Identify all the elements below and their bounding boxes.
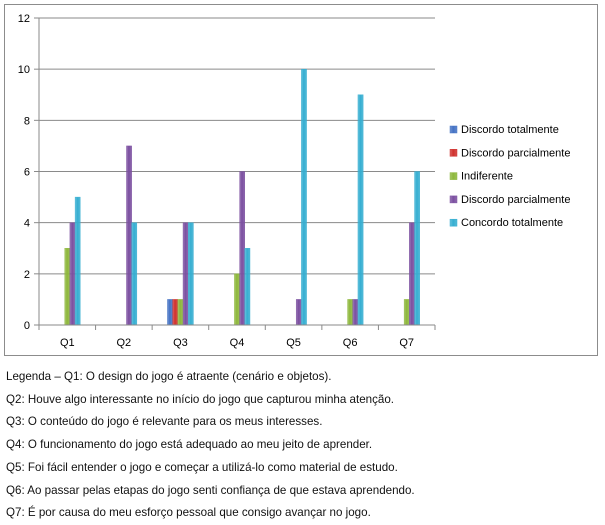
- legend-swatch: [450, 126, 457, 133]
- bar: [173, 299, 178, 325]
- bar: [65, 248, 70, 325]
- y-tick-label: 0: [23, 320, 30, 332]
- bar: [234, 274, 239, 325]
- caption-q2: Q2: Houve algo interessante no início do jogo que capturou minha atenção.: [6, 392, 395, 406]
- bar: [404, 299, 409, 325]
- bar: [132, 223, 137, 325]
- legend-swatch: [450, 196, 457, 203]
- legend-label: Discordo parcialmente: [461, 147, 571, 160]
- x-tick-label: Q1: [59, 337, 75, 349]
- bar-chart: [5, 5, 599, 357]
- caption-block: [6, 366, 596, 525]
- legend-label: Discordo parcialmente: [461, 193, 571, 206]
- legend-swatch: [450, 219, 457, 226]
- x-tick-label: Q2: [116, 337, 132, 349]
- bar: [188, 223, 193, 325]
- bar: [301, 69, 306, 325]
- bar: [415, 172, 420, 326]
- bar: [296, 299, 301, 325]
- bar: [167, 299, 172, 325]
- bar: [353, 299, 358, 325]
- gridlines: [39, 18, 435, 274]
- y-tick-label: 2: [23, 268, 30, 281]
- y-tick-label: 10: [17, 64, 30, 77]
- caption-q7: Q7: É por causa do meu esforço pessoal que consigo avançar no jogo.: [6, 506, 371, 520]
- bar: [240, 172, 245, 326]
- x-tick-label: Q4: [229, 337, 245, 349]
- legend-label: Concordo totalmente: [461, 217, 564, 230]
- bars: [65, 69, 420, 325]
- caption-q4: Q4: O funcionamento do jogo está adequado ao meu jeito de aprender.: [6, 438, 373, 452]
- bar: [183, 223, 188, 325]
- bar: [70, 223, 75, 325]
- bar: [178, 299, 183, 325]
- y-tick-label: 6: [23, 166, 30, 179]
- x-tick-label: Q6: [342, 337, 358, 349]
- caption-q6: Q6: Ao passar pelas etapas do jogo senti confiança de que estava aprendendo.: [6, 483, 415, 497]
- x-tick-label: Q5: [286, 337, 301, 349]
- x-tick-label: Q7: [399, 337, 415, 349]
- y-tick-label: 8: [23, 115, 30, 128]
- legend-label: Discordo totalmente: [461, 124, 559, 136]
- bar: [409, 223, 414, 325]
- caption-q1: Legenda – Q1: O design do jogo é atraente (cenário e objetos).: [6, 370, 332, 383]
- x-tick-label: Q3: [173, 337, 188, 349]
- bar: [348, 299, 353, 325]
- legend-label: Indiferente: [461, 170, 513, 183]
- caption-q5: Q5: Foi fácil entender o jogo e começar a utilizá-lo como material de estudo.: [6, 460, 398, 474]
- legend-swatch: [450, 149, 457, 156]
- caption-q3: Q3: O conteúdo do jogo é relevante para os meus interesses.: [6, 415, 323, 429]
- bar: [358, 95, 363, 325]
- legend: [450, 124, 570, 229]
- bar: [126, 146, 131, 325]
- y-tick-label: 12: [17, 13, 30, 25]
- legend-swatch: [450, 173, 457, 180]
- chart-frame: [4, 4, 598, 356]
- bar: [245, 248, 250, 325]
- bar: [75, 197, 80, 325]
- y-tick-label: 4: [23, 217, 30, 230]
